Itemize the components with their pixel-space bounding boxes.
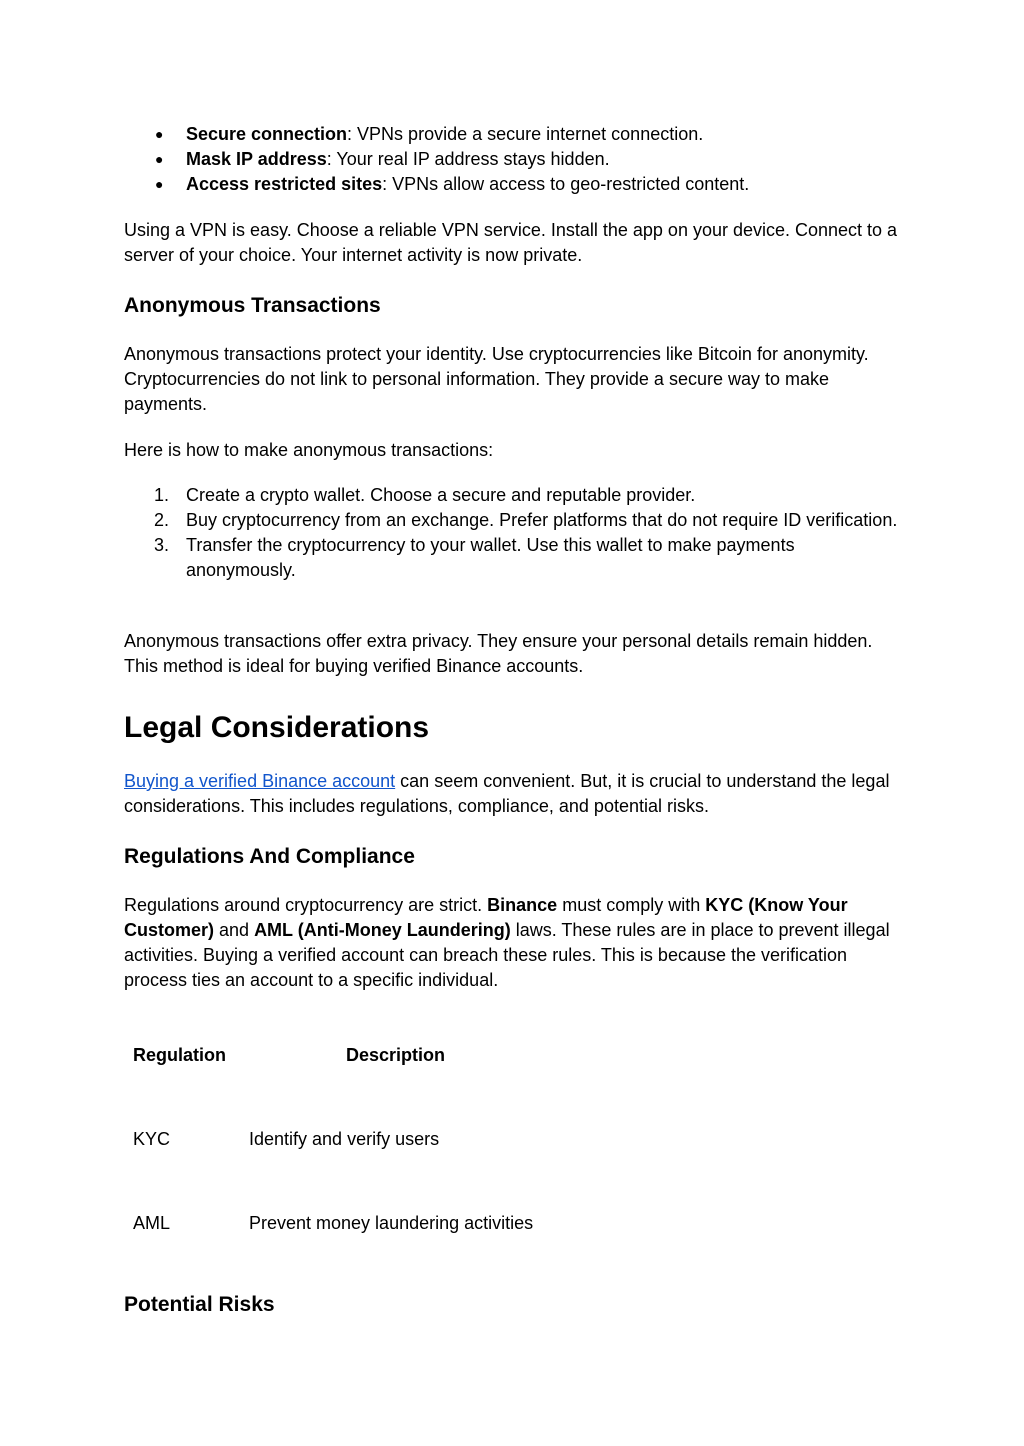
table-cell: Identify and verify users [249,1129,440,1149]
binance-account-link[interactable]: Buying a verified Binance account [124,771,396,791]
legal-considerations-heading: Legal Considerations [124,711,430,744]
steps-list [124,483,904,583]
bullet-icon: ● [155,126,164,142]
anon-paragraph-1: Anonymous transactions protect your identity. Use cryptocurrencies like Bitcoin for anonymity. Cryptocurrencies do not link to personal information. They provide a secure way to make payments. [124,344,869,414]
table-cell: AML [133,1213,171,1233]
vpn-benefits-list [124,122,749,197]
bullet-icon: ● [155,151,164,167]
bullet-icon: ● [155,176,164,192]
list-item: ● Secure connection: VPNs provide a secure internet connection. [124,122,749,147]
anonymous-transactions-heading: Anonymous Transactions [124,294,381,317]
table-cell: KYC [133,1129,171,1149]
table-cell: Prevent money laundering activities [249,1213,534,1233]
vpn-paragraph: Using a VPN is easy. Choose a reliable VPN service. Install the app on your device. Connect to a server of your choice. Your internet activity is now private. [124,220,898,265]
list-item: 3. Transfer the cryptocurrency to your wallet. Use this wallet to make payments anonymously. [154,535,795,580]
regulations-heading: Regulations And Compliance [124,845,415,868]
list-item: 2. Buy cryptocurrency from an exchange. Prefer platforms that do not require ID verification. [154,510,898,530]
anon-paragraph-3: Anonymous transactions offer extra privacy. They ensure your personal details remain hidden. This method is ideal for buying verified Binance accounts. [124,631,873,676]
list-item: ● Access restricted sites: VPNs allow access to geo-restricted content. [124,172,749,197]
anon-paragraph-2: Here is how to make anonymous transactions: [124,440,494,460]
potential-risks-heading: Potential Risks [124,1293,275,1316]
list-item: 1. Create a crypto wallet. Choose a secure and reputable provider. [154,485,696,505]
regulations-paragraph: Regulations around cryptocurrency are strict. Binance must comply with KYC (Know Your Customer) and AML (Anti-Money Laundering) laws. These rules are in place to prevent illegal activities. Buying a verified account can breach these rules. This is because the verification process ties an account to a specific individual. [124,895,890,990]
table-header-description: Description [346,1045,446,1065]
list-item: ● Mask IP address: Your real IP address stays hidden. [124,147,749,172]
table-header-regulation: Regulation [133,1045,226,1065]
legal-paragraph: Buying a verified Binance account can seem convenient. But, it is crucial to understand the legal considerations. This includes regulations, compliance, and potential risks. [124,771,890,816]
